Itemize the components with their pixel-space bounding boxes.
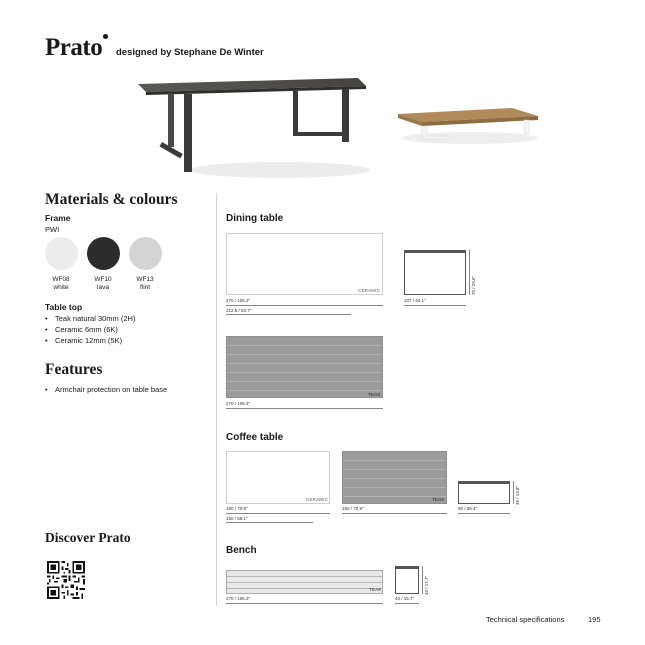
table-top-list <box>45 313 210 346</box>
coffee-table-heading: Coffee table <box>226 432 284 443</box>
material-label: TEAK <box>368 392 381 397</box>
swatch-lava <box>87 237 120 270</box>
bench-side-profile <box>395 566 419 594</box>
dimension-line <box>395 603 419 604</box>
dimension-line <box>404 305 466 306</box>
designer-credit: designed by Stephane De Winter <box>116 47 264 58</box>
swatch-name: white <box>53 284 69 291</box>
dimension-label: 180 / 70.9" <box>226 506 248 511</box>
material-label: TEAK <box>369 587 382 592</box>
dimension-line <box>458 513 510 514</box>
page-title: Prato <box>45 34 103 61</box>
dimension-line <box>226 408 383 409</box>
list-item: • Teak natural 30mm (2H) <box>45 313 210 324</box>
dimension-label: 75 / 29.6" <box>471 275 476 295</box>
dimension-label: 150 / 59.1" <box>226 516 248 521</box>
swatch-name: lava <box>97 284 109 291</box>
bench-teak-top-diagram <box>226 570 383 594</box>
dimension-label: 270 / 106.3" <box>226 401 251 406</box>
page-number: 195 <box>588 615 601 624</box>
dimension-line <box>469 250 470 295</box>
swatch-code: WF13 <box>136 276 154 283</box>
dimension-label: 40 / 15.7" <box>395 596 415 601</box>
features-heading: Features <box>45 361 103 378</box>
dining-teak-top-diagram <box>226 336 383 398</box>
dimension-label: 180 / 70.9" <box>342 506 364 511</box>
material-label: TEAK <box>432 497 445 502</box>
dimension-label: 212.5 / 83.7" <box>226 308 252 313</box>
coffee-side-profile <box>458 481 510 504</box>
dining-side-profile <box>404 250 466 295</box>
dimension-label: 45 / 17.7" <box>424 575 429 595</box>
swatch-name: flint <box>139 284 151 291</box>
dimension-label: 107 / 42.1" <box>404 298 426 303</box>
swatch-code: WF10 <box>94 276 112 283</box>
frame-label: Frame <box>45 213 71 223</box>
dining-table-heading: Dining table <box>226 213 284 224</box>
dimension-label: 35 / 13.8" <box>515 485 520 505</box>
features-list <box>45 384 210 395</box>
footer-section-label: Technical specifications <box>486 615 565 624</box>
list-item: • Ceramic 12mm (5K) <box>45 335 210 346</box>
list-item: • Armchair protection on table base <box>45 384 210 395</box>
dining-ceramic-top-diagram <box>226 233 383 295</box>
dimension-line <box>226 603 383 604</box>
column-divider <box>216 193 217 606</box>
material-label: CERAMIC <box>358 288 381 293</box>
swatch-white <box>45 237 78 270</box>
dimension-line <box>226 513 330 514</box>
dimension-line <box>226 314 351 315</box>
frame-code: PWI <box>45 225 60 234</box>
dimension-line <box>226 305 383 306</box>
swatch-code: WF08 <box>52 276 70 283</box>
bench-heading: Bench <box>226 545 257 556</box>
dimension-label: 270 / 106.3" <box>226 298 251 303</box>
dimension-line <box>513 481 514 504</box>
dimension-line <box>342 513 447 514</box>
materials-heading: Materials & colours <box>45 191 178 208</box>
material-label: CERAMIC <box>306 497 329 502</box>
dimension-label: 90 / 35.4" <box>458 506 478 511</box>
title-dot <box>103 34 108 39</box>
qr-code[interactable] <box>47 561 85 599</box>
table-top-label: Table top <box>45 302 83 312</box>
discover-heading: Discover Prato <box>45 530 131 545</box>
dining-table-photo <box>130 70 370 182</box>
swatch-flint <box>129 237 162 270</box>
coffee-table-photo <box>392 102 542 150</box>
list-item: • Ceramic 6mm (6K) <box>45 324 210 335</box>
dimension-line <box>226 522 313 523</box>
dimension-label: 270 / 106.3" <box>226 596 251 601</box>
dimension-line <box>422 566 423 594</box>
